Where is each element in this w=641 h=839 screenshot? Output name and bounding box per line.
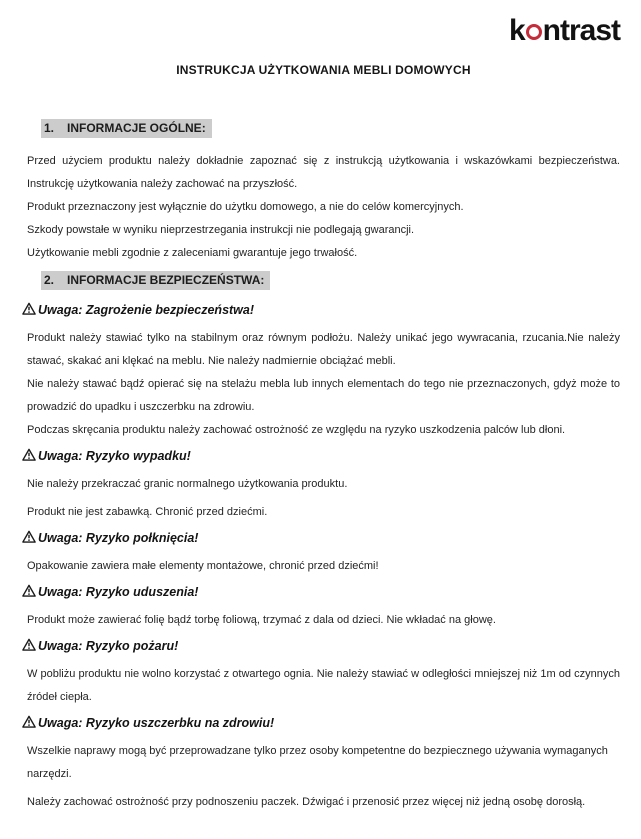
document-content xyxy=(27,119,620,814)
warning-heading-label: Uwaga: Ryzyko pożaru! xyxy=(38,638,179,653)
logo-ring-icon xyxy=(526,24,542,40)
warning-heading-label: Uwaga: Ryzyko połknięcia! xyxy=(38,530,199,545)
paragraph: Przed użyciem produktu należy dokładnie zapoznać się z instrukcją użytkowania i wskazówkami bezpieczeństwa. Instrukcję użytkowania należy zachować na przyszłość. xyxy=(27,155,620,190)
warning-heading xyxy=(22,715,620,730)
warning-triangle-icon xyxy=(22,448,36,461)
paragraph: Podczas skręcania produktu należy zachować ostrożność ze względu na ryzyko uszkodzenia palców lub dłoni. xyxy=(27,424,566,436)
paragraph: Nie należy stawać bądź opierać się na stelażu mebla lub innych elementach do tego nie przeznaczonych, gdyż może to prowadzić do upadku i uszczerbku na zdrowiu. xyxy=(27,378,620,413)
warning-heading xyxy=(22,448,620,463)
paragraph: Nie należy przekraczać granic normalnego użytkowania produktu. xyxy=(27,478,348,490)
document-header xyxy=(27,14,620,77)
paragraph: Produkt należy stawiać tylko na stabilnym oraz równym podłożu. Należy unikać jego wywracania, rzucania.Nie należy stawać, skakać ani klękać na meblu. Nie należy nadmiernie obciążać mebli. xyxy=(27,332,620,367)
warning-triangle-icon xyxy=(22,584,36,597)
section-heading-highlight xyxy=(41,271,270,290)
section-heading-highlight xyxy=(41,119,212,138)
section-number: 1. xyxy=(44,121,55,135)
section-number: 2. xyxy=(44,273,55,287)
logo-row xyxy=(27,14,620,50)
section-heading xyxy=(41,271,620,290)
warning-heading xyxy=(22,584,620,599)
warning-heading-label: Uwaga: Ryzyko uduszenia! xyxy=(38,584,199,599)
warning-heading xyxy=(22,530,620,545)
paragraph: Należy zachować ostrożność przy podnoszeniu paczek. Dźwigać i przenosić przez więcej niż jedną osobę dorosłą. xyxy=(27,796,586,808)
warning-triangle-icon xyxy=(22,638,36,651)
paragraph: Użytkowanie mebli zgodnie z zaleceniami gwarantuje jego trwałość. xyxy=(27,247,358,259)
paragraph: Szkody powstałe w wyniku nieprzestrzegania instrukcji nie podlegają gwarancji. xyxy=(27,224,415,236)
warning-triangle-icon xyxy=(22,715,36,728)
warning-heading xyxy=(22,638,620,653)
paragraph: Opakowanie zawiera małe elementy montażowe, chronić przed dziećmi! xyxy=(27,560,379,572)
kontrast-logo xyxy=(509,14,620,48)
paragraph: Produkt nie jest zabawką. Chronić przed dziećmi. xyxy=(27,506,268,518)
section-heading xyxy=(41,119,620,138)
paragraph: Produkt może zawierać folię bądź torbę foliową, trzymać z dala od dzieci. Nie wkładać na głowę. xyxy=(27,614,496,626)
warning-heading-label: Uwaga: Ryzyko uszczerbku na zdrowiu! xyxy=(38,715,275,730)
warning-heading xyxy=(22,302,620,317)
page-title: INSTRUKCJA UŻYTKOWANIA MEBLI DOMOWYCH xyxy=(176,63,471,77)
paragraph: Produkt przeznaczony jest wyłącznie do użytku domowego, a nie do celów komercyjnych. xyxy=(27,201,464,213)
logo-text-before: k xyxy=(508,14,525,47)
warning-triangle-icon xyxy=(22,302,36,315)
section-heading-label: INFORMACJE OGÓLNE: xyxy=(67,121,206,135)
warning-heading-label: Uwaga: Zagrożenie bezpieczeństwa! xyxy=(38,302,255,317)
warning-triangle-icon xyxy=(22,530,36,543)
paragraph: Wszelkie naprawy mogą być przeprowadzane tylko przez osoby kompetentne do bezpiecznego używania wymaganych narzędzi. xyxy=(27,745,608,780)
logo-text-after: ntrast xyxy=(542,14,620,47)
warning-heading-label: Uwaga: Ryzyko wypadku! xyxy=(38,448,191,463)
section-heading-label: INFORMACJE BEZPIECZEŃSTWA: xyxy=(67,273,265,287)
paragraph: W pobliżu produktu nie wolno korzystać z otwartego ognia. Nie należy stawiać w odległości mniejszej niż 1m od czynnych źródeł ciepła. xyxy=(27,668,620,703)
